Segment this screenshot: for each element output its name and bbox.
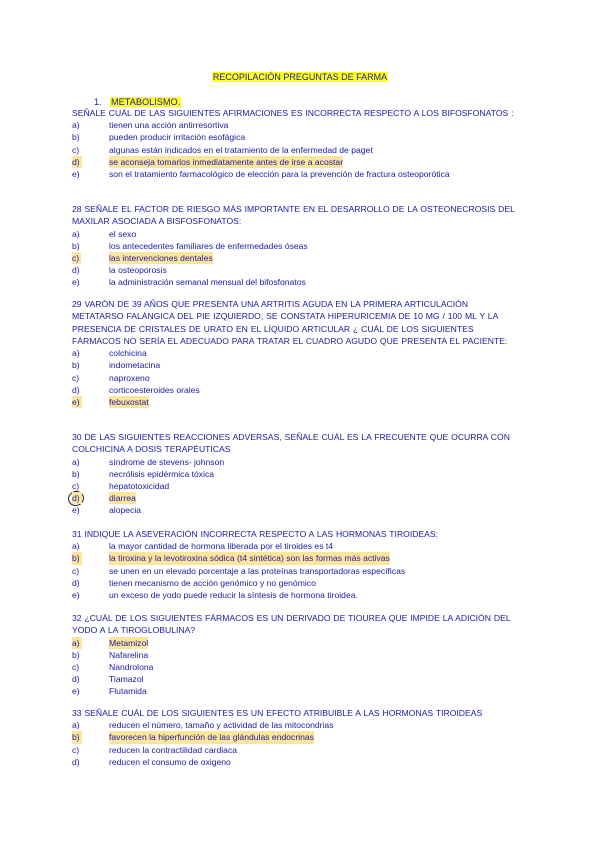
answer-option	[72, 577, 520, 589]
answer-option	[72, 649, 520, 661]
option-letter: a)	[72, 120, 80, 131]
question-block	[72, 203, 520, 289]
option-letter: c)	[72, 565, 80, 576]
option-letter: d)	[72, 493, 80, 504]
highlighted-answer-option	[72, 552, 520, 564]
option-letter: d)	[72, 577, 80, 588]
option-letter: d)	[72, 384, 80, 395]
option-text: se aconseja tomarlos inmediatamente antes de irse a acostar	[109, 156, 344, 167]
option-letter: e)	[72, 505, 80, 516]
option-letter: e)	[72, 396, 80, 407]
option-letter: c)	[72, 144, 80, 155]
option-letter: d)	[72, 756, 80, 767]
answer-option	[72, 540, 520, 552]
option-text: el sexo	[109, 228, 137, 239]
option-text: la mayor cantidad de hormona liberada por el tiroides es t4	[109, 541, 334, 552]
question-text: 28 SEÑALE EL FACTOR DE RIESGO MÁS IMPORTANTE EN EL DESARROLLO DE LA OSTEONECROSIS DEL MAXILAR ASOCIADA A BISFOSFONATOS:	[72, 204, 515, 227]
answer-option	[72, 240, 520, 252]
question-text: 32 ¿CUÁL DE LOS SIGUIENTES FÁRMACOS ES UN DERIVADO DE TIOUREA QUE IMPIDE LA ADICIÓN DEL YODO A LA TIROGLOBULINA?	[72, 613, 511, 636]
section-label: METABOLISMO.	[111, 97, 181, 107]
option-letter: e)	[72, 277, 80, 288]
option-text: febuxostat	[109, 396, 149, 407]
option-text: la tiroxina y la levotiroxina sódica (t4 sintética) son las formas más activas	[109, 553, 390, 564]
answer-option	[72, 673, 520, 685]
option-text: reducen el consumo de oxigeno	[109, 756, 231, 767]
answer-option	[72, 264, 520, 276]
answer-option	[72, 480, 520, 492]
answer-option	[72, 744, 520, 756]
option-letter: a)	[72, 348, 80, 359]
option-text: un exceso de yodo puede reducir la síntesis de hormona tiroidea.	[109, 590, 358, 601]
answer-option	[72, 131, 520, 143]
option-text: favorecen la hiperfunción de las glándulas endocrinas	[109, 732, 314, 743]
option-text: la osteoporosis	[109, 265, 167, 276]
option-letter: e)	[72, 169, 80, 180]
option-text: reducen el número, tamaño y actividad de las mitocondrias	[109, 720, 334, 731]
answer-option	[72, 144, 520, 156]
answer-option	[72, 719, 520, 731]
option-text: diarrea	[109, 493, 136, 504]
option-letter: d)	[72, 265, 80, 276]
question-block	[72, 107, 520, 180]
answer-option	[72, 589, 520, 601]
option-text: Flutamida	[109, 686, 147, 697]
question-text: 31 INDIQUE LA ASEVERACIÓN INCORRECTA RESPECTO A LAS HORMONAS TIROIDEAS:	[72, 529, 439, 539]
option-letter: b)	[72, 732, 80, 743]
option-text: algunas están indicados en el tratamiento de la enfermedad de paget	[109, 144, 373, 155]
option-text: son el tratamiento farmacológico de elección para la prevención de fractura osteoporótica	[109, 169, 450, 180]
question-block	[72, 612, 520, 698]
question-block	[72, 528, 520, 601]
question-text: SEÑALE CUÁL DE LAS SIGUIENTES AFIRMACIONES ES INCORRECTA RESPECTO A LOS BIFOSFONATOS :	[72, 108, 514, 118]
option-letter: a)	[72, 456, 80, 467]
answer-option	[72, 661, 520, 673]
option-letter: b)	[72, 649, 80, 660]
highlighted-answer-option	[72, 731, 520, 743]
option-text: se unen en un elevado porcentaje a las proteínas transportadoras específicas	[109, 565, 406, 576]
highlighted-answer-option	[72, 156, 520, 168]
option-letter: b)	[72, 553, 80, 564]
question-block	[72, 431, 520, 517]
answer-option	[72, 228, 520, 240]
option-text: alopecia	[109, 505, 142, 516]
answer-option	[72, 468, 520, 480]
answer-option	[72, 119, 520, 131]
option-letter: a)	[72, 541, 80, 552]
option-text: corticoesteroides orales	[109, 384, 200, 395]
answer-option	[72, 685, 520, 697]
option-text: Metamizol	[109, 637, 149, 648]
option-text: indometacina	[109, 360, 161, 371]
option-text: reducen la contractilidad cardiaca	[109, 744, 238, 755]
answer-option	[72, 504, 520, 516]
option-text: síndrome de stevens- johnson	[109, 456, 225, 467]
option-letter: c)	[72, 480, 80, 491]
option-letter: a)	[72, 228, 80, 239]
option-letter: b)	[72, 132, 80, 143]
option-text: pueden producir irritación esofágica	[109, 132, 246, 143]
answer-option	[72, 359, 520, 371]
option-letter: e)	[72, 590, 80, 601]
option-text: tienen mecanismo de acción genómico y no genómico	[109, 577, 316, 588]
option-text: Tiamazol	[109, 674, 144, 685]
highlighted-answer-option	[72, 396, 520, 408]
option-letter: c)	[72, 744, 80, 755]
option-text: los antecedentes familiares de enfermedades óseas	[109, 240, 308, 251]
option-letter: c)	[72, 661, 80, 672]
answer-option	[72, 384, 520, 396]
question-text: 33 SEÑALE CUÁL DE LOS SIGUIENTES ES UN EFECTO ATRIBUIBLE A LAS HORMONAS TIROIDEAS	[72, 708, 483, 718]
answer-option	[72, 456, 520, 468]
option-letter: a)	[72, 720, 80, 731]
answer-option	[72, 756, 520, 768]
option-text: tienen una acción antirresortiva	[109, 120, 229, 131]
answer-option	[72, 565, 520, 577]
option-letter: b)	[72, 360, 80, 371]
option-letter: d)	[72, 674, 80, 685]
option-text: naproxeno	[109, 372, 150, 383]
answer-option	[72, 276, 520, 288]
option-letter: b)	[72, 468, 80, 479]
answer-option	[72, 168, 520, 180]
option-text: Nafarelina	[109, 649, 149, 660]
question-block	[72, 707, 520, 768]
highlighted-answer-option	[72, 252, 520, 264]
answer-option	[72, 347, 520, 359]
option-text: Nandrolona	[109, 661, 154, 672]
question-block	[72, 298, 520, 408]
option-text: las intervenciones dentales	[109, 252, 213, 263]
option-letter: d)	[72, 156, 80, 167]
answer-option	[72, 372, 520, 384]
section-number: 1.	[94, 97, 102, 107]
option-letter: e)	[72, 686, 80, 697]
option-text: hepatotoxicidad	[109, 480, 170, 491]
option-text: necrólisis epidérmica tóxica	[109, 468, 215, 479]
question-text: 29 VARÓN DE 39 AÑOS QUE PRESENTA UNA ARTRITIS AGUDA EN LA PRIMERA ARTICULACIÓN METATARSO FALÁNGICA DEL PIE IZQUIERDO, SE CONSTATA HIPERURICEMIA DE 10 MG / 100 ML Y LA PRESENCIA DE CRISTALES DE URATO EN EL LÍQUIDO ARTICULAR ¿ CUÁL DE LOS SIGUIENTES FÁRMACOS NO SERÍA EL ADECUADO PARA TRATAR EL CUADRO AGUDO QUE PRESENTA EL PACIENTE:	[72, 299, 508, 346]
option-letter: c)	[72, 252, 80, 263]
option-text: la administración semanal mensual del bifosfonatos	[109, 277, 306, 288]
highlighted-answer-option	[72, 492, 520, 504]
option-text: colchicina	[109, 348, 147, 359]
option-letter: a)	[72, 637, 80, 648]
highlighted-answer-option	[72, 637, 520, 649]
option-letter: b)	[72, 240, 80, 251]
question-text: 30 DE LAS SIGUIENTES REACCIONES ADVERSAS, SEÑALE CUÁL ES LA FRECUENTE QUE OCURRA CON COLCHICINA A DOSIS TERAPÉUTICAS	[72, 432, 510, 455]
document-title: RECOPILACIÓN PREGUNTAS DE FARMA	[212, 72, 388, 82]
option-letter: c)	[72, 372, 80, 383]
